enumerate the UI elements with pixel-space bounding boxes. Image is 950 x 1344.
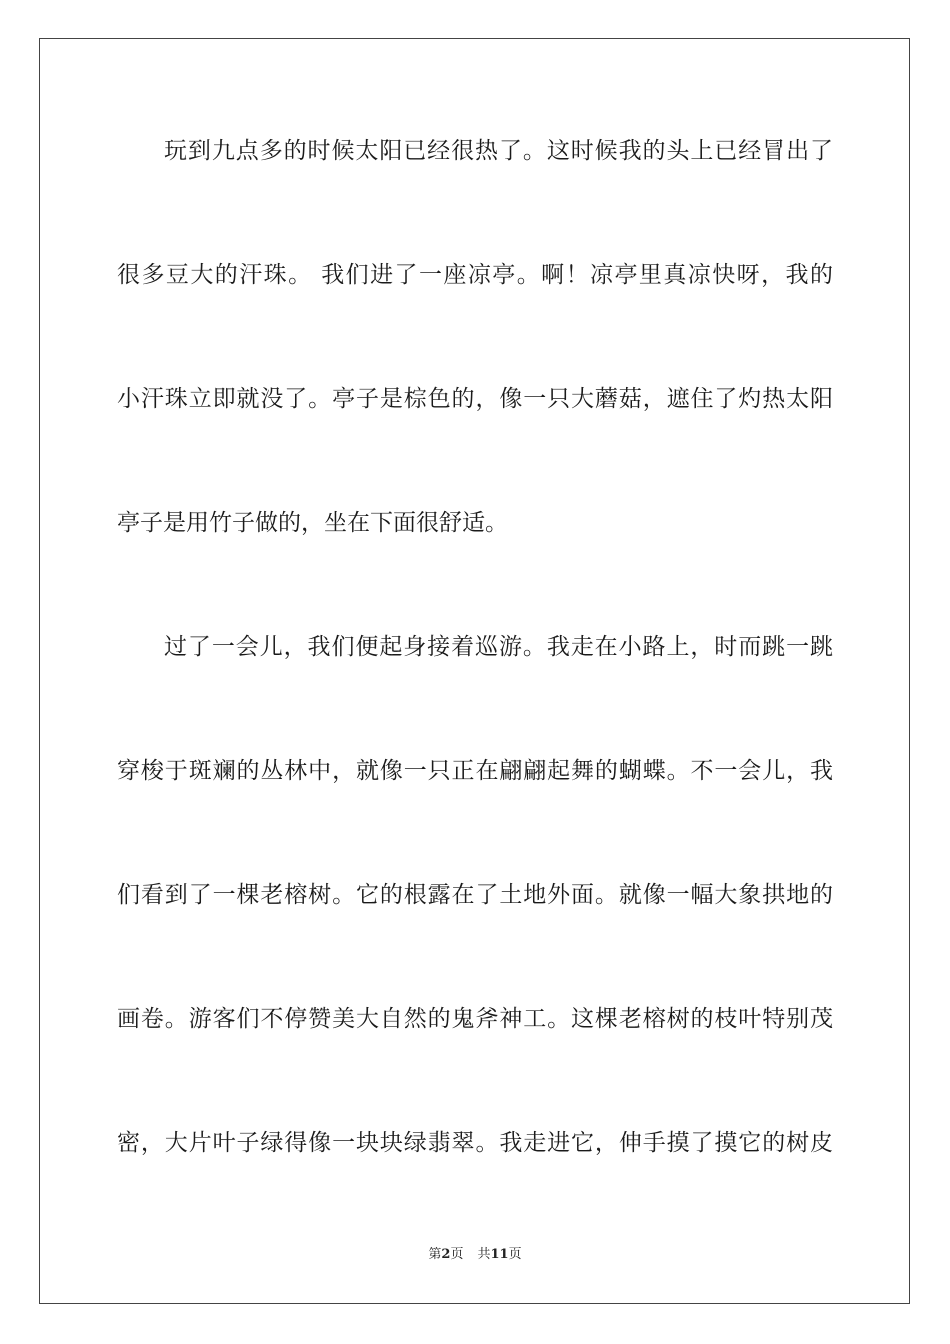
footer-total-prefix: 共	[477, 1247, 491, 1262]
page-border	[39, 38, 910, 1304]
footer-total-suffix: 页	[508, 1247, 522, 1262]
paragraph-line-3: 小汗珠立即就没了。亭子是棕色的，像一只大蘑菇，遮住了灼热太阳	[117, 386, 833, 412]
footer-page-prefix: 第	[428, 1247, 442, 1262]
paragraph-line-2: 很多豆大的汗珠。 我们进了一座凉亭。啊！凉亭里真凉快呀，我的	[117, 262, 833, 288]
paragraph-line-8: 画卷。游客们不停赞美大自然的鬼斧神工。这棵老榕树的枝叶特别茂	[117, 1006, 833, 1032]
paragraph-line-6: 穿梭于斑斓的丛林中，就像一只正在翩翩起舞的蝴蝶。不一会儿，我	[117, 758, 833, 784]
footer-total-pages: 11	[490, 1247, 509, 1262]
page-footer	[0, 1246, 950, 1264]
paragraph-line-9: 密，大片叶子绿得像一块块绿翡翠。我走进它，伸手摸了摸它的树皮	[117, 1130, 833, 1156]
paragraph-line-4: 亭子是用竹子做的，坐在下面很舒适。	[117, 510, 508, 536]
paragraph-line-5: 过了一会儿，我们便起身接着巡游。我走在小路上，时而跳一跳	[164, 634, 833, 660]
footer-page-suffix: 页	[450, 1247, 464, 1262]
footer-page-number: 2	[441, 1247, 451, 1262]
paragraph-line-7: 们看到了一棵老榕树。它的根露在了土地外面。就像一幅大象拱地的	[117, 882, 833, 908]
paragraph-line-1: 玩到九点多的时候太阳已经很热了。这时候我的头上已经冒出了	[164, 138, 833, 164]
